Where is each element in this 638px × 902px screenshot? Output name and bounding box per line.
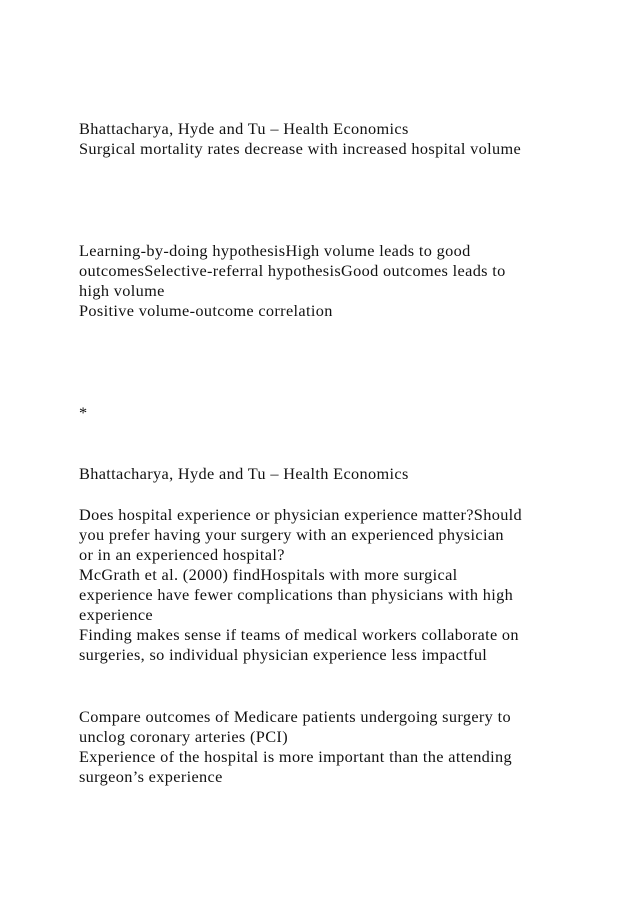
text-line: surgeon’s experience — [79, 767, 223, 786]
text-line: experience have fewer complications than physicians with high — [79, 585, 514, 604]
text-line: unclog coronary arteries (PCI) — [79, 727, 288, 746]
text-line: Compare outcomes of Medicare patients undergoing surgery to — [79, 707, 511, 726]
text-line: Surgical mortality rates decrease with increased hospital volume — [79, 139, 522, 158]
text-line: Learning-by-doing hypothesisHigh volume leads to good — [79, 241, 471, 260]
header-line: Bhattacharya, Hyde and Tu – Health Economics — [79, 119, 409, 138]
text-line: or in an experienced hospital? — [79, 545, 285, 564]
text-line: outcomesSelective-referral hypothesisGood outcomes leads to — [79, 261, 506, 280]
text-line: experience — [79, 605, 153, 624]
header-line: Bhattacharya, Hyde and Tu – Health Economics — [79, 464, 409, 483]
text-line: Finding makes sense if teams of medical workers collaborate on — [79, 625, 519, 644]
text-line: Experience of the hospital is more important than the attending — [79, 747, 513, 766]
text-line: surgeries, so individual physician experience less impactful — [79, 645, 488, 664]
text-line: high volume — [79, 281, 165, 300]
text-line: you prefer having your surgery with an experienced physician — [79, 525, 504, 544]
text-line: McGrath et al. (2000) findHospitals with more surgical — [79, 565, 458, 584]
separator-asterisk: * — [79, 403, 88, 422]
text-line: Positive volume-outcome correlation — [79, 301, 333, 320]
text-line: Does hospital experience or physician experience matter?Should — [79, 505, 523, 524]
